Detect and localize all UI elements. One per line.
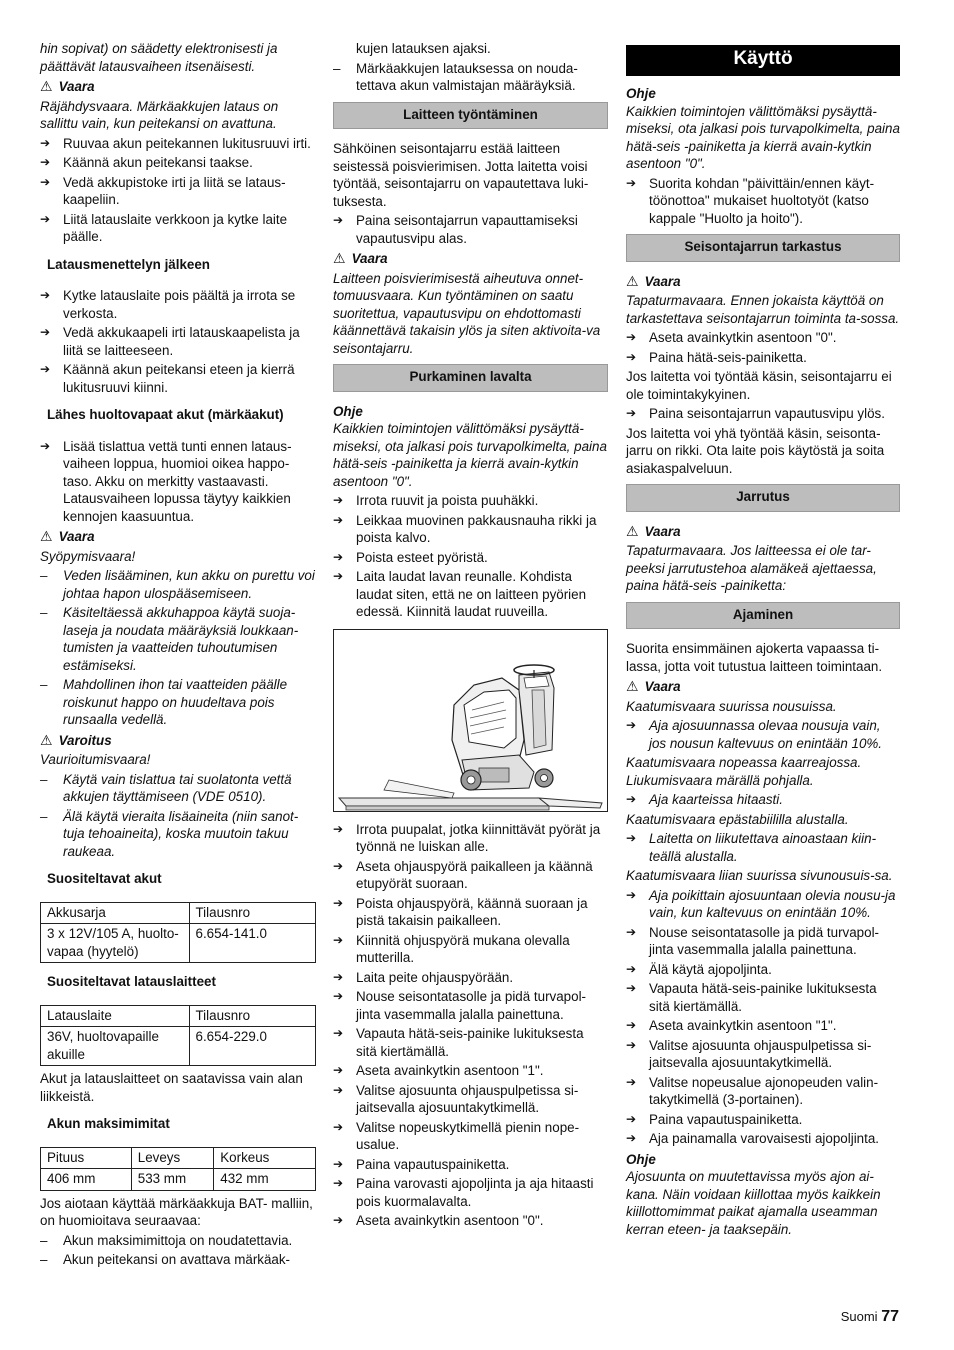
warning-triangle-icon: ⚠ (626, 678, 639, 694)
caution-text: Vaurioitumisvaara! (40, 752, 151, 767)
arrow-bullet-icon: ➔ (626, 718, 637, 732)
item-text: Aseta ohjauspyörä paikalleen ja käännä etupyörät suoraan. (356, 858, 593, 891)
step-list (333, 212, 608, 247)
step-list (626, 405, 900, 423)
note-text: Kaikkien toimintojen välittömäksi pysäyttä-miseksi, ota jalkasi pois turvapolkimelta, paina hätä-seis -painiketta ja kierrä avain-kytkin asentoon "0". (626, 103, 900, 171)
arrow-bullet-icon: ➔ (333, 821, 344, 836)
note-heading: Ohje (626, 1151, 656, 1167)
arrow-bullet-icon: ➔ (626, 924, 637, 939)
item-text: Paina seisontajarrun vapautusvipu ylös. (649, 406, 885, 421)
step-list (40, 438, 316, 526)
item-text: Veden lisääminen, kun akku on purettu voi johtaa hapon ulospääsemiseen. (63, 568, 315, 601)
item-text: Käytä vain tislattua tai suolatonta vettä akkujen täyttämiseen (VDE 0510). (63, 771, 292, 804)
section-heading: Latausmenettelyn jälkeen (47, 256, 210, 272)
footer-language: Suomi (840, 1309, 878, 1324)
floor-scrubber-on-pallet-image (334, 630, 607, 811)
step-list (40, 135, 316, 246)
item-text: Vapauta hätä-seis-painike lukituksesta sitä kiertämällä. (649, 981, 877, 1014)
item-text: Paina vapautuspainiketta. (649, 1111, 803, 1127)
step-item (626, 1130, 900, 1148)
step-item (40, 154, 316, 172)
dimensions-table: Pituus Leveys Korkeus 406 mm 533 mm 432 mm (40, 1147, 316, 1191)
step-list (626, 830, 900, 865)
step-item (333, 821, 608, 856)
arrow-bullet-icon: ➔ (626, 792, 637, 806)
warning-text: Laitteen poisvierimisestä aiheutuva onnet-tomuusvaara. Kun työntäminen on saatu suoritettua, vapautusvipu on ehdottomasti käännettävä takaisin ylös ja siten aktivoita-va seisontajarru. (333, 270, 601, 356)
item-text: Aseta avainkytkin asentoon "1". (649, 1018, 837, 1033)
charger-table: Latauslaite Tilausnro 36V, huoltovapaille akuille 6.654-229.0 (40, 1005, 316, 1067)
step-item (40, 135, 316, 153)
arrow-bullet-icon: ➔ (626, 831, 637, 845)
warning-text: Kaatumisvaara nopeassa kaarreajossa. Liukumisvaara märällä pohjalla. (626, 755, 862, 788)
warning-triangle-icon: ⚠ (40, 78, 53, 94)
dash-bullet: – (333, 60, 341, 76)
arrow-bullet-icon: ➔ (333, 1026, 344, 1040)
warning-heading: ⚠ Vaara (333, 250, 388, 266)
step-list (40, 287, 316, 396)
step-item (333, 568, 608, 621)
dash-list (40, 771, 316, 861)
battery-note: Jos aiotaan käyttää märkäakkuja BAT- malliin, on huomioitava seuraavaa: (40, 1195, 313, 1228)
dash-item (40, 1251, 316, 1269)
warning-heading: ⚠ Vaara (40, 528, 95, 544)
dash-item (40, 676, 316, 729)
step-item (626, 1111, 900, 1129)
step-item (333, 1119, 608, 1154)
step-item (626, 717, 900, 752)
section-heading: Lähes huoltovapaat akut (märkäakut) (47, 407, 284, 422)
section-bar: Jarrutus (626, 484, 900, 512)
arrow-bullet-icon: ➔ (626, 406, 637, 420)
page-number: 77 (881, 1308, 899, 1325)
item-text: Aja painamalla varovaisesti ajopoljinta. (649, 1131, 880, 1146)
note-text: Kaikkien toimintojen välittömäksi pysäyttä-miseksi, ota jalkasi pois turvapolkimelta, paina hätä-seis -painiketta ja kierrä avain-kytkin asentoon "0". (333, 421, 607, 489)
item-text: Leikkaa muovinen pakkausnauha rikki ja poista kalvo. (356, 512, 597, 545)
item-text: Valitse nopeuskytkimellä pienin nope-usalue. (356, 1119, 580, 1152)
step-item (333, 932, 608, 967)
step-item (626, 405, 900, 423)
warning-triangle-icon: ⚠ (626, 272, 639, 289)
item-text: Nouse seisontatasolle ja pidä turvapol-jinta vasemmalla jalalla painettuna. (649, 924, 880, 957)
item-text: Käännä akun peitekansi eteen ja kierrä lukitusruuvi kiinni. (63, 362, 295, 395)
step-list (626, 175, 900, 228)
machine-illustration (333, 629, 608, 812)
body-text: Jos laitetta voi työntää käsin, seisontajarru ei ole toimintakykyinen. (626, 369, 892, 402)
arrow-bullet-icon: ➔ (626, 1131, 637, 1145)
step-item (40, 361, 316, 396)
dash-bullet: – (40, 605, 48, 620)
arrow-bullet-icon: ➔ (333, 493, 344, 507)
item-text: Akun peitekansi on avattava märkäak- (63, 1252, 291, 1267)
warning-text: Kaatumisvaara liian suurissa sivunousuis-sa. (626, 868, 893, 883)
step-item (626, 980, 900, 1015)
arrow-bullet-icon: ➔ (40, 135, 51, 150)
warning-heading: ⚠ Vaara (40, 78, 95, 94)
item-text: Älä käytä vieraita lisäaineita (niin sanot-tuja tehoaineita), koska muutoin takuu raukeaa. (63, 808, 299, 859)
step-list (626, 717, 900, 752)
arrow-bullet-icon: ➔ (40, 438, 51, 453)
dash-list (40, 567, 316, 729)
step-list (626, 887, 900, 922)
arrow-bullet-icon: ➔ (626, 1111, 637, 1126)
section-heading: Suositeltavat latauslaitteet (47, 974, 216, 989)
section-heading: Suositeltavat akut (47, 871, 162, 886)
item-text: Aseta avainkytkin asentoon "1". (356, 1063, 544, 1078)
step-item (626, 1037, 900, 1072)
column-1 (40, 40, 316, 1271)
item-text: Älä käytä ajopoljinta. (649, 961, 772, 977)
section-heading: Akun maksimimitat (47, 1116, 170, 1131)
warning-text: Tapaturmavaara. Ennen jokaista käyttöä on tarkastettava seisontajarrun toiminta ta-sossa. (626, 293, 900, 326)
arrow-bullet-icon: ➔ (40, 288, 51, 302)
dash-bullet: – (40, 677, 48, 692)
step-item (626, 830, 900, 865)
dash-bullet: – (40, 1232, 48, 1248)
item-text: Paina hätä-seis-painiketta. (649, 349, 807, 365)
item-text: Ruuvaa akun peitekannen lukitusruuvi irti. (63, 135, 311, 151)
warning-text: Kaatumisvaara suurissa nousuissa. (626, 698, 837, 714)
step-list (333, 492, 608, 621)
dash-item (40, 604, 316, 674)
arrow-bullet-icon: ➔ (333, 512, 344, 527)
item-text: Vedä akkukaapeli irti latauskaapelista ja liitä se laitteeseen. (63, 325, 300, 358)
arrow-bullet-icon: ➔ (40, 362, 51, 376)
item-text: Aja poikittain ajosuuntaan olevia nousu-ja vain, kun kaltevuus on enintään 10%. (649, 887, 896, 920)
dash-bullet: – (40, 1252, 48, 1267)
step-item (333, 895, 608, 930)
step-item (626, 924, 900, 959)
item-text: Kiinnitä ohjuspyörä mukana olevalla mutterilla. (356, 932, 570, 965)
step-list (333, 821, 608, 1230)
body-text: Sähköinen seisontajarru estää laitteen seistessä poisvierimisen. Jotta laitetta voisi työntää, seisontajarru on vapautettava luki-tuksesta. (333, 141, 589, 209)
warning-triangle-icon: ⚠ (333, 250, 346, 266)
section-bar: Seisontajarrun tarkastus (626, 234, 900, 262)
item-text: Vapauta hätä-seis-painike lukituksesta sitä kiertämällä. (356, 1026, 584, 1059)
arrow-bullet-icon: ➔ (333, 1156, 344, 1171)
warning-text: Tapaturmavaara. Jos laitteessa ei ole tar-peeksi jarrutustehoa alamäkeä ajettaessa, paina hätä-seis -painiketta: (626, 543, 877, 593)
step-item (333, 492, 608, 510)
item-text: Aseta avainkytkin asentoon "0". (649, 330, 837, 345)
step-item (626, 791, 900, 809)
step-item (333, 1025, 608, 1060)
arrow-bullet-icon: ➔ (626, 961, 637, 976)
step-item (333, 549, 608, 567)
item-text: Laita peite ohjauspyörään. (356, 969, 514, 985)
step-item (333, 1062, 608, 1080)
item-text: kujen latauksen ajaksi. (356, 41, 491, 56)
arrow-bullet-icon: ➔ (333, 989, 344, 1003)
item-text: Paina varovasti ajopoljinta ja aja hitaasti pois kuormalavalta. (356, 1176, 594, 1209)
dash-list (40, 1232, 316, 1269)
dash-item (40, 808, 316, 861)
step-list (626, 329, 900, 366)
dash-bullet: – (40, 568, 48, 583)
chapter-title: Käyttö (626, 45, 900, 76)
arrow-bullet-icon: ➔ (626, 1018, 637, 1032)
step-item (626, 1017, 900, 1035)
arrow-bullet-icon: ➔ (333, 932, 344, 947)
warning-heading: ⚠ Vaara (626, 522, 681, 539)
step-item (333, 988, 608, 1023)
item-text: Irrota puupalat, jotka kiinnittävät pyörät ja työnnä ne luiskan alle. (356, 821, 601, 854)
step-item (333, 1156, 608, 1174)
column-3 (626, 40, 900, 1240)
item-text: Liitä latauslaite verkkoon ja kytke laite päälle. (63, 211, 288, 244)
step-item (40, 324, 316, 359)
arrow-bullet-icon: ➔ (626, 1074, 637, 1089)
item-text: Valitse ajosuunta ohjauspulpetissa si-jaitsevalla ajosuuntakytkimellä. (356, 1082, 579, 1115)
item-text: Märkäakkujen latauksessa on nouda-tettava akun valmistajan määräyksiä. (356, 60, 578, 93)
item-text: Paina vapautuspainiketta. (356, 1156, 510, 1172)
step-item (333, 1082, 608, 1117)
step-item (40, 211, 316, 246)
arrow-bullet-icon: ➔ (333, 549, 344, 564)
item-text: Aja ajosuunnassa olevaa nousuja vain, jos nousun kaltevuus on enintään 10%. (649, 718, 883, 751)
page-footer (841, 1308, 899, 1326)
caution-heading: ⚠ Varoitus (40, 731, 112, 748)
warning-triangle-icon: ⚠ (40, 528, 53, 544)
section-bar: Laitteen työntäminen (333, 102, 608, 130)
step-item (40, 174, 316, 209)
dash-item (333, 60, 608, 95)
arrow-bullet-icon: ➔ (333, 969, 344, 984)
step-item (333, 969, 608, 987)
item-text: Käsiteltäessä akkuhappoa käytä suoja-laseja ja noudata määräyksiä loukkaan-tumisten ja vaatteiden tuhoutumisen estämiseksi. (63, 605, 299, 673)
dash-item (40, 567, 316, 602)
item-text: Paina seisontajarrun vapauttamiseksi vapautusvipu alas. (356, 213, 578, 246)
arrow-bullet-icon: ➔ (626, 887, 637, 902)
item-text: Poista esteet pyöristä. (356, 549, 488, 565)
section-bar: Purkaminen lavalta (333, 364, 608, 392)
arrow-bullet-icon: ➔ (333, 895, 344, 910)
section-bar: Ajaminen (626, 602, 900, 630)
step-item (40, 287, 316, 322)
step-item (626, 1074, 900, 1109)
item-text: Nouse seisontatasolle ja pidä turvapol-jinta vasemmalla jalalla painettuna. (356, 989, 587, 1022)
step-item (626, 329, 900, 347)
item-text: Valitse ajosuunta ohjauspulpetissa si-jaitsevalla ajosuuntakytkimellä. (649, 1037, 872, 1070)
intro-text: hin sopivat) on säädetty elektronisesti ja päättävät latausvaiheen itsenäisesti. (40, 41, 278, 74)
arrow-bullet-icon: ➔ (40, 155, 51, 169)
arrow-bullet-icon: ➔ (333, 213, 344, 227)
dash-bullet: – (40, 771, 48, 787)
dash-bullet: – (40, 808, 48, 824)
note-heading: Ohje (626, 86, 656, 101)
arrow-bullet-icon: ➔ (626, 330, 637, 344)
arrow-bullet-icon: ➔ (333, 1082, 344, 1097)
item-text: Lisää tislattua vettä tunti ennen lataus-vaiheen loppua, huomioi oikea happo-taso. Akku on merkitty vastaavasti. Latausvaiheen lopussa täytyy kaikkien kennojen kaasuuntua. (63, 438, 292, 524)
warning-text: Räjähdysvaara. Märkäakkujen lataus on sallittu vain, kun peitekansi on avattuna. (40, 98, 279, 131)
step-item (40, 438, 316, 526)
warning-text: Syöpymisvaara! (40, 548, 136, 564)
step-item (626, 175, 900, 228)
arrow-bullet-icon: ➔ (333, 1119, 344, 1134)
item-text: Kytke latauslaite pois päältä ja irrota se verkosta. (63, 288, 296, 321)
warning-heading: ⚠ Vaara (626, 272, 681, 289)
step-item (333, 212, 608, 247)
arrow-bullet-icon: ➔ (333, 569, 344, 583)
item-text: Laitetta on liikutettava ainoastaan kiin-teällä alustalla. (649, 831, 877, 864)
step-list (626, 791, 900, 809)
item-text: Vedä akkupistoke irti ja liitä se lataus-kaapeliin. (63, 174, 286, 207)
body-text: Jos laitetta voi yhä työntää käsin, seisonta-jarru on rikki. Ota laite pois käytöstä ja soita asiakaspalveluun. (626, 425, 885, 476)
step-item (333, 858, 608, 893)
step-list (626, 924, 900, 1148)
arrow-bullet-icon: ➔ (40, 325, 51, 339)
note-heading: Ohje (333, 403, 363, 419)
availability-note: Akut ja latauslaitteet on saatavissa vain alan liikkeistä. (40, 1071, 303, 1104)
step-item (626, 349, 900, 367)
warning-heading: ⚠ Vaara (626, 678, 681, 694)
item-text: Poista ohjauspyörä, käännä suoraan ja pistä takaisin paikalleen. (356, 895, 588, 928)
dash-item (40, 1232, 316, 1250)
warning-triangle-icon: ⚠ (40, 731, 53, 748)
item-text: Käännä akun peitekansi taakse. (63, 155, 253, 170)
arrow-bullet-icon: ➔ (333, 1176, 344, 1190)
battery-table: Akkusarja Tilausnro 3 x 12V/105 A, huolto-vapaa (hyytelö) 6.654-141.0 (40, 902, 316, 964)
arrow-bullet-icon: ➔ (626, 349, 637, 364)
item-text: Laita laudat lavan reunalle. Kohdista laudat siten, että ne on laitteen pyörien edessä. Kiinnitä laudat ruuveilla. (356, 569, 587, 619)
item-text: Aja kaarteissa hitaasti. (649, 792, 783, 807)
note-text: Ajosuunta on muutettavissa myös ajon ai-kana. Näin voidaan kiillottaa myös kaikkein kiillottomimmat paikat ajamalla useamman kerran eteen- ja taaksepäin. (626, 1169, 881, 1237)
step-item (333, 512, 608, 547)
warning-triangle-icon: ⚠ (626, 522, 639, 539)
arrow-bullet-icon: ➔ (333, 858, 344, 873)
dash-item (40, 771, 316, 806)
arrow-bullet-icon: ➔ (40, 174, 51, 189)
dash-item (333, 40, 608, 58)
arrow-bullet-icon: ➔ (333, 1213, 344, 1227)
step-item (626, 961, 900, 979)
item-text: Valitse nopeusalue ajonopeuden valin-takytkimellä (3-portainen). (649, 1074, 879, 1107)
arrow-bullet-icon: ➔ (333, 1063, 344, 1077)
column-2 (333, 40, 608, 1232)
item-text: Aseta avainkytkin asentoon "0". (356, 1213, 544, 1228)
item-text: Suorita kohdan "päivittäin/ennen käyt-töönottoa" mukaiset huoltotyöt (katso kappale "Huolto ja hoito"). (649, 175, 875, 226)
arrow-bullet-icon: ➔ (626, 981, 637, 995)
arrow-bullet-icon: ➔ (40, 211, 51, 226)
warning-text: Kaatumisvaara epästabiililla alustalla. (626, 811, 849, 827)
item-text: Akun maksimimittoja on noudatettavia. (63, 1232, 293, 1248)
item-text: Irrota ruuvit ja poista puuhäkki. (356, 493, 539, 508)
dash-list (333, 40, 608, 95)
arrow-bullet-icon: ➔ (626, 175, 637, 190)
item-text: Mahdollinen ihon tai vaatteiden päälle roiskunut happo on huudeltava pois runsaalla vedellä. (63, 677, 288, 727)
body-text: Suorita ensimmäinen ajokerta vapaassa ti-lassa, jotta voit tutustua laitteen toimintaan. (626, 641, 883, 674)
arrow-bullet-icon: ➔ (626, 1037, 637, 1052)
step-item (626, 887, 900, 922)
step-item (333, 1175, 608, 1210)
step-item (333, 1212, 608, 1230)
